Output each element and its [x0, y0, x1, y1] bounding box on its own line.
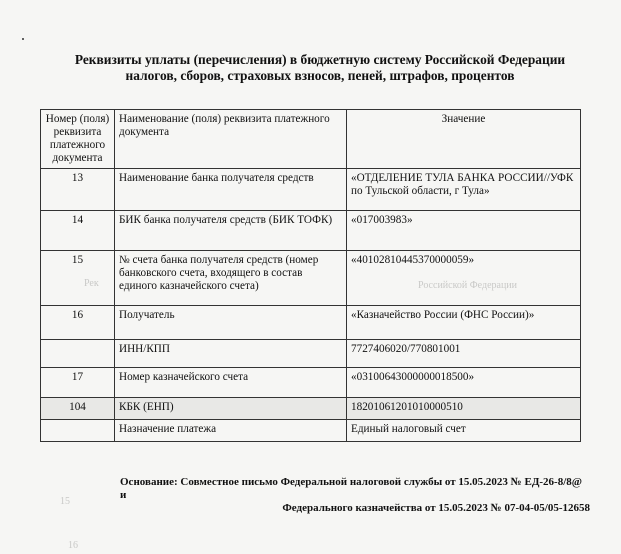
row-value: «017003983» [347, 211, 581, 251]
header-name: Наименование (поля) реквизита платежного документа [115, 110, 347, 169]
row-value: «40102810445370000059» [347, 251, 581, 306]
row-num: 14 [41, 211, 115, 251]
table-row [41, 169, 581, 211]
row-value: Единый налоговый счет [347, 420, 581, 442]
table-row [41, 398, 581, 420]
row-value: «ОТДЕЛЕНИЕ ТУЛА БАНКА РОССИИ//УФК по Тульской области, г Тула» [347, 169, 581, 211]
row-num: 13 [41, 169, 115, 211]
row-value: 18201061201010000510 [347, 398, 581, 420]
row-num [41, 340, 115, 368]
row-num: 15 [41, 251, 115, 306]
row-name: КБК (ЕНП) [115, 398, 347, 420]
row-num: 104 [41, 398, 115, 420]
row-name: Назначение платежа [115, 420, 347, 442]
row-name: Наименование банка получателя средств [115, 169, 347, 211]
table-row [41, 340, 581, 368]
bleed-through-mark: 16 [68, 540, 78, 551]
row-num [41, 420, 115, 442]
basis-note [110, 476, 590, 515]
row-name: Получатель [115, 306, 347, 340]
requisites-table [40, 109, 581, 442]
row-num: 17 [41, 368, 115, 398]
table-row [41, 306, 581, 340]
scan-speck [22, 38, 24, 40]
row-name: ИНН/КПП [115, 340, 347, 368]
title-line-2: налогов, сборов, страховых взносов, пеней, штрафов, процентов [125, 68, 515, 83]
title-line-1: Реквизиты уплаты (перечисления) в бюджетную систему Российской Федерации [74, 52, 566, 67]
bleed-through-mark: Российской Федерации [418, 280, 518, 291]
header-value: Значение [347, 110, 581, 169]
header-num: Номер (поля) реквизита платежного документа [41, 110, 115, 169]
table-row [41, 251, 581, 306]
row-value: «Казначейство России (ФНС России)» [347, 306, 581, 340]
table-header-row [41, 110, 581, 169]
bleed-through-mark: 15 [60, 496, 70, 507]
table-row [41, 368, 581, 398]
row-value: «03100643000000018500» [347, 368, 581, 398]
document-title [60, 52, 580, 84]
row-name: № счета банка получателя средств (номер банковского счета, входящего в состав единого казначейского счета) [115, 251, 347, 306]
row-num: 16 [41, 306, 115, 340]
row-value: 7727406020/770801001 [347, 340, 581, 368]
basis-line-2: Федерального казначейства от 15.05.2023 № 07-04-05/05-12658 [282, 502, 590, 514]
row-name: Номер казначейского счета [115, 368, 347, 398]
basis-line-1: Основание: Совместное письмо Федеральной налоговой службы от 15.05.2023 № ЕД-26-8/8@ и [120, 476, 582, 501]
table-row [41, 211, 581, 251]
bleed-through-mark: Рек [84, 278, 99, 289]
row-name: БИК банка получателя средств (БИК ТОФК) [115, 211, 347, 251]
table-row [41, 420, 581, 442]
